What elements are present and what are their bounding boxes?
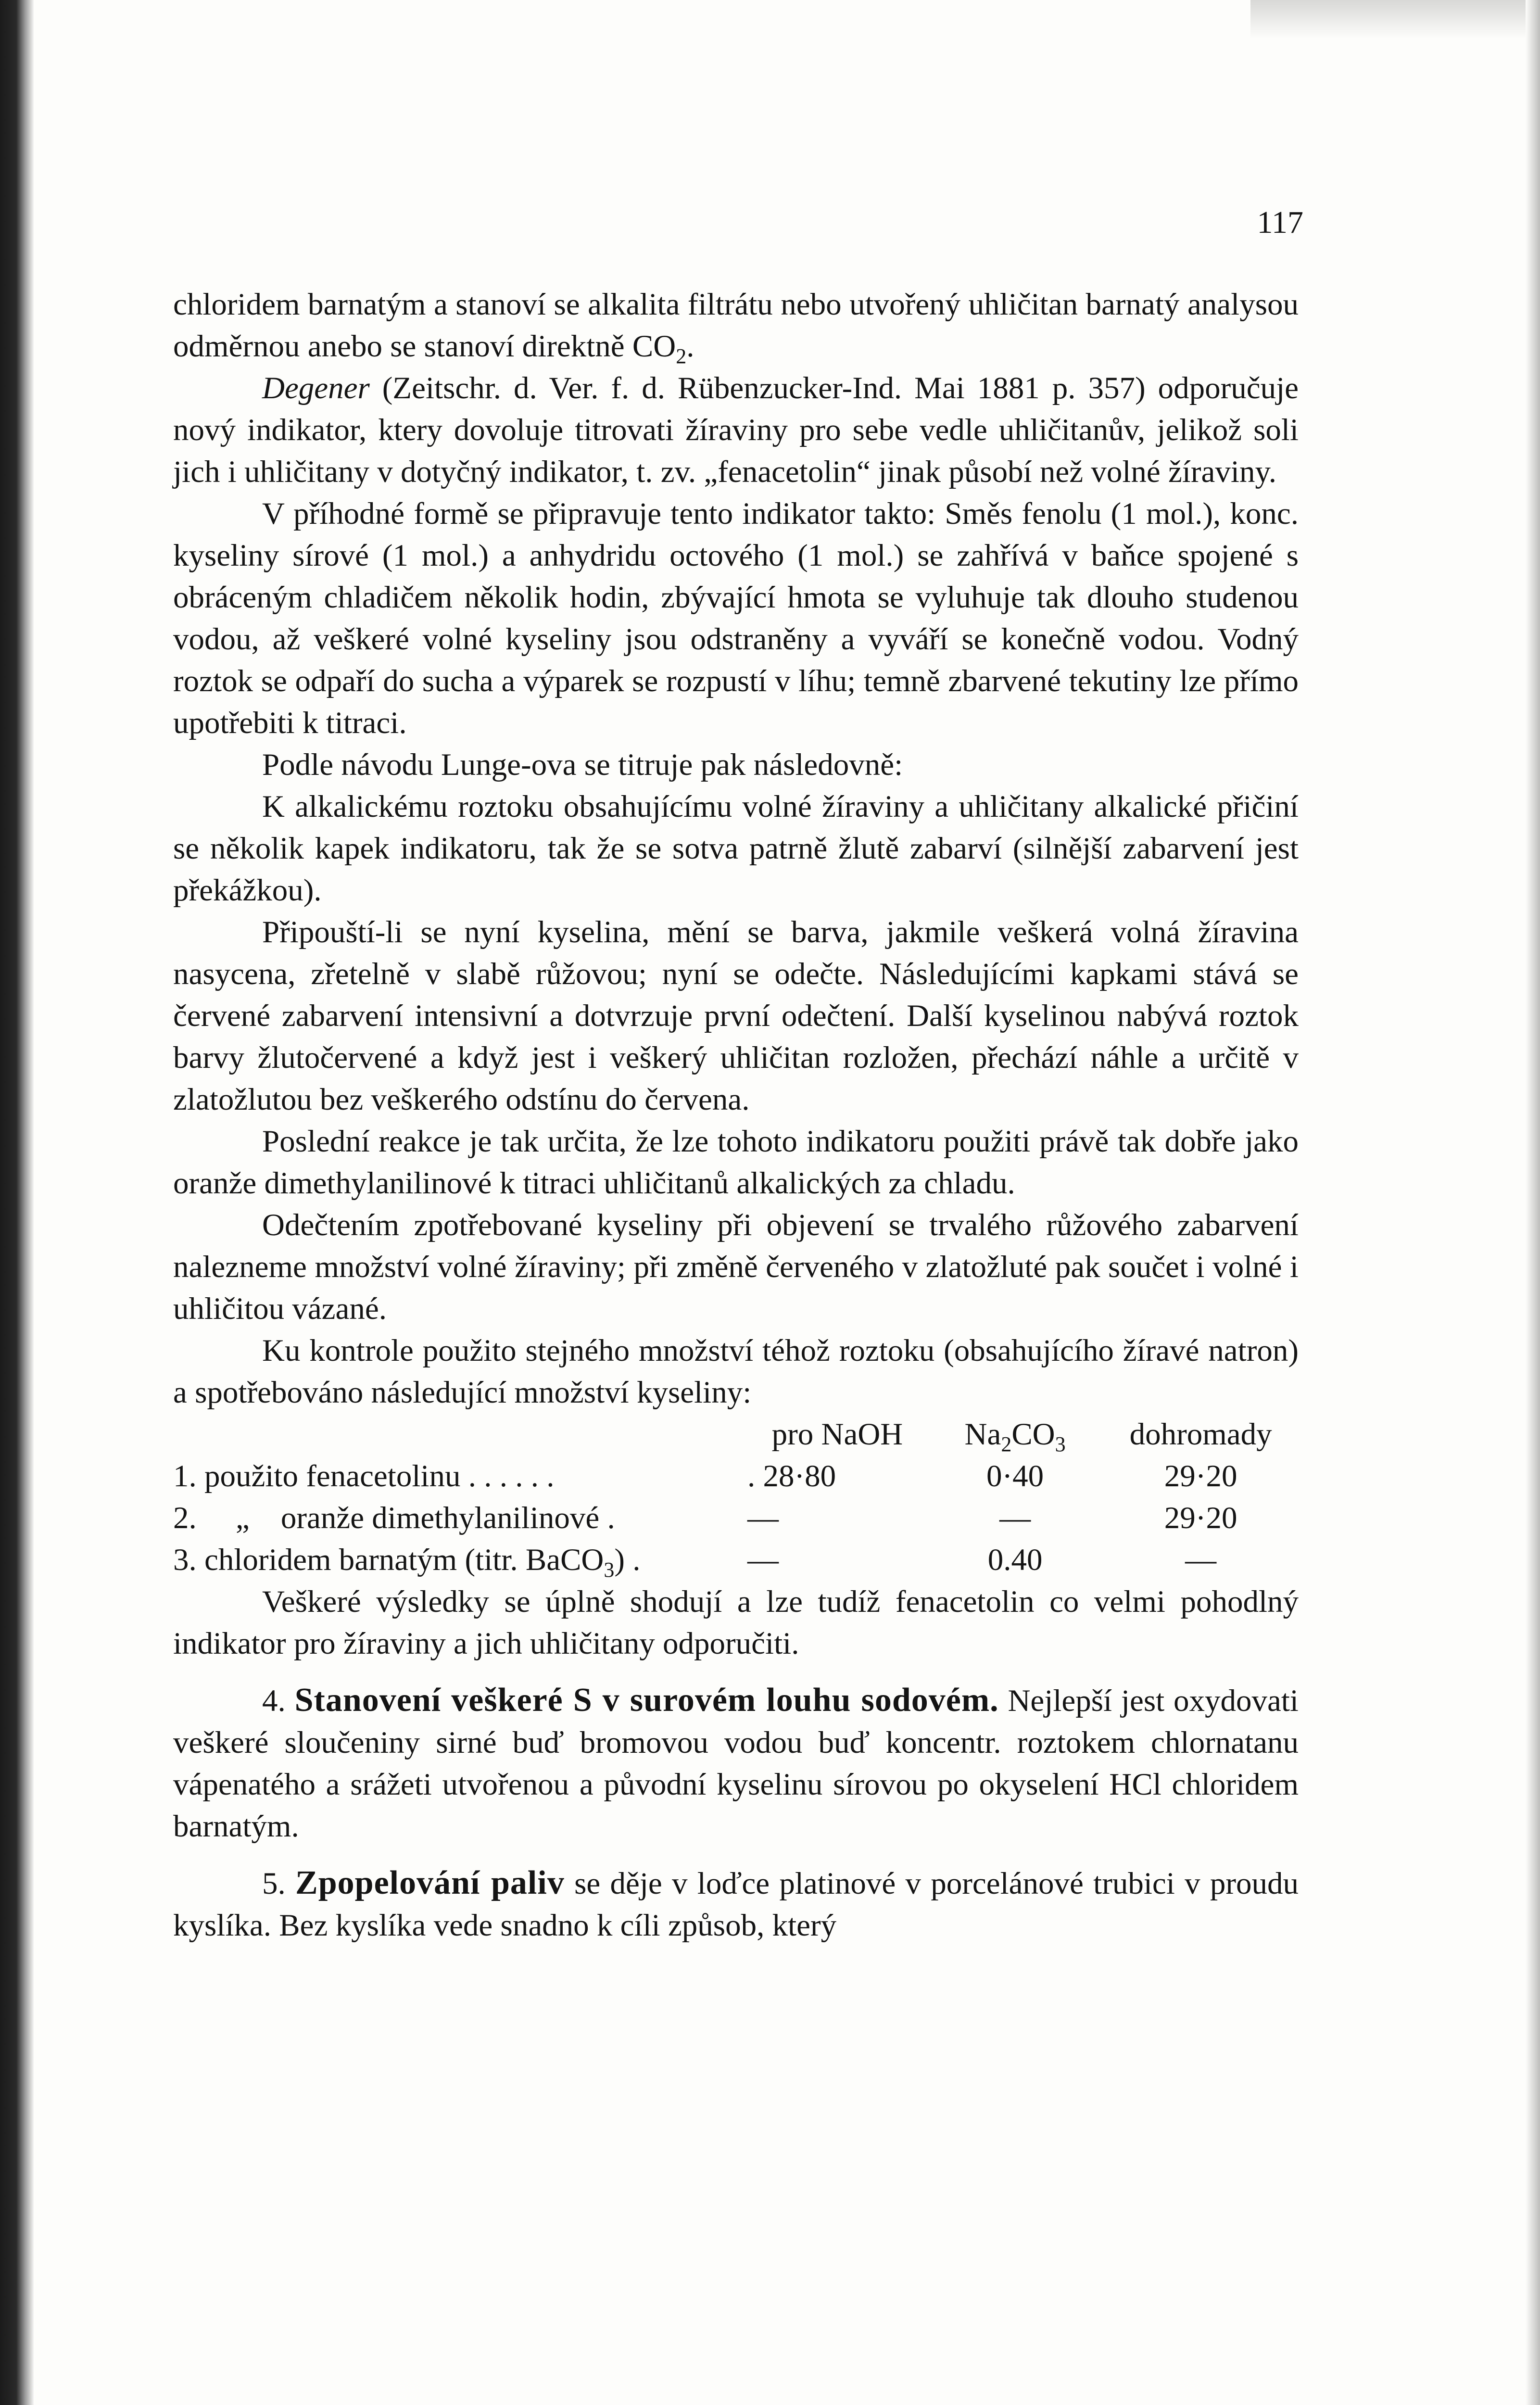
table-header-row [173,1414,1299,1456]
paragraph-lunge: Podle návodu Lunge-ova se titruje pak následovně: [262,747,903,782]
table-row [173,1539,1299,1581]
row-total: 29·20 [1164,1501,1237,1535]
paragraph-alkaline: K alkalickému roztoku obsahujícímu volné žíraviny a uhličitany alkalické přičiní se několik kapek indikatoru, tak že se sotva patrně žlutě zabarví (silnější zabarvení jest překážkou). [173,789,1299,908]
paragraph-conclusion: Veškeré výsledky se úplně shodují a lze tudíž fenacetolin co velmi pohodlný indikator pro žíraviny a jich uhličitany odporučiti. [173,1584,1299,1661]
section-5-body: se děje v loďce platinové v porcelánové trubici v proudu kyslíka. Bez kyslíka vede snadno k cíli způsob, který [173,1866,1299,1943]
table-row [173,1456,1299,1497]
page-top-shadow [1250,0,1540,38]
section-5-heading: Zpopelování paliv [295,1864,565,1901]
results-table [173,1414,1299,1581]
section-4-body: Nejlepší jest oxydovati veškeré sloučeniny sirné buď bromovou vodou buď koncentr. roztokem chlornatanu vápenatého a srážeti utvořenou a původní kyselinu sírovou po okyselení HCl chloridem barnatým. [173,1684,1299,1844]
table-row [173,1497,1299,1539]
row-label: 2. „ oranže dimethylanilinové . [173,1501,615,1535]
section-4 [173,1679,1299,1848]
section-4-number: 4. [262,1684,286,1718]
paragraph-preparation: V příhodné formě se připravuje tento indikator takto: Směs fenolu (1 mol.), konc. kyseliny sírové (1 mol.) a anhydridu octového (1 mol.) se zahřívá v baňce spojené s obráceným chladičem několik hodin, zbývající hmota se vyluhuje tak dlouho studenou vodou, až veškeré volné kyseliny jsou odstraněny a vyváří se konečně vodou. Vodný roztok se odpaří do sucha a výparek se rozpustí v líhu; temně zbarvené tekutiny lze přímo upotřebiti k titraci. [173,496,1299,740]
header-na2co3: $Na_2CO_3$ [964,1417,1066,1456]
row-na2co3: — [999,1501,1031,1535]
page-number: 117 [1257,205,1303,240]
paragraph-acid-addition: Připouští-li se nyní kyselina, mění se barva, jakmile veškerá volná žíravina nasycena, zřetelně v slabě růžovou; nyní se odečte. Následujícími kapkami stává se červené zabarvení intensivní a dotvrzuje první odečtení. Další kyselinou nabývá roztok barvy žlutočervené a když jest i veškerý uhličitan rozložen, přechází náhle a určitě v zlatožlutou bez veškerého odstínu do červena. [173,915,1299,1117]
page-binding-edge [0,0,34,2405]
row-label: 1. použito fenacetolinu . . . . . . [173,1459,555,1494]
row-na2co3: 0·40 [986,1459,1044,1494]
paragraph-1: chloridem barnatým a stanoví se alkalita filtrátu nebo utvořený uhličitan barnatý analysou odměrnou anebo se stanoví direktně $CO_2$. [173,287,1299,368]
row-naoh: — [747,1543,779,1577]
section-5 [173,1862,1299,1947]
section-4-heading: Stanovení veškeré S v surovém louhu sodovém. [294,1682,999,1719]
row-total: — [1185,1543,1217,1577]
author-name: Degener [262,371,370,405]
paragraph-reading: Odečtením zpotřebované kyseliny při objevení se trvalého růžového zabarvení nalezneme množství volné žíraviny; při změně červeného v zlatožluté pak součet i volné i uhličitou vázané. [173,1208,1299,1326]
row-total: 29·20 [1164,1459,1237,1494]
row-naoh: . 28·80 [747,1459,836,1494]
section-5-number: 5. [262,1866,286,1901]
paragraph-control: Ku kontrole použito stejného množství téhož roztoku (obsahujícího žíravé natron) a spotřebováno následující množství kyseliny: [173,1333,1299,1410]
row-naoh: — [747,1501,779,1535]
page-body [173,284,1299,1947]
paragraph-degener: Degener (Zeitschr. d. Ver. f. d. Rübenzucker-Ind. Mai 1881 p. 357) odporučuje nový indikator, ktery dovoluje titrovati žíraviny pro sebe vedle uhličitanův, jelikož soli jich i uhličitany v dotyčný indikator, t. zv. „fenacetolin“ jinak působí než volné žíraviny. [173,371,1299,489]
row-label: 3. chloridem barnatým (titr. BaCO$_3$) . [173,1543,641,1582]
header-total: dohromady [1129,1417,1272,1452]
paragraph-last-reaction: Poslední reakce je tak určita, že lze tohoto indikatoru použiti právě tak dobře jako oranže dimethylanilinové k titraci uhličitanů alkalických za chladu. [173,1124,1299,1201]
row-na2co3: 0.40 [987,1543,1043,1577]
header-naoh: pro NaOH [771,1417,903,1452]
page-right-edge [1526,0,1540,2405]
